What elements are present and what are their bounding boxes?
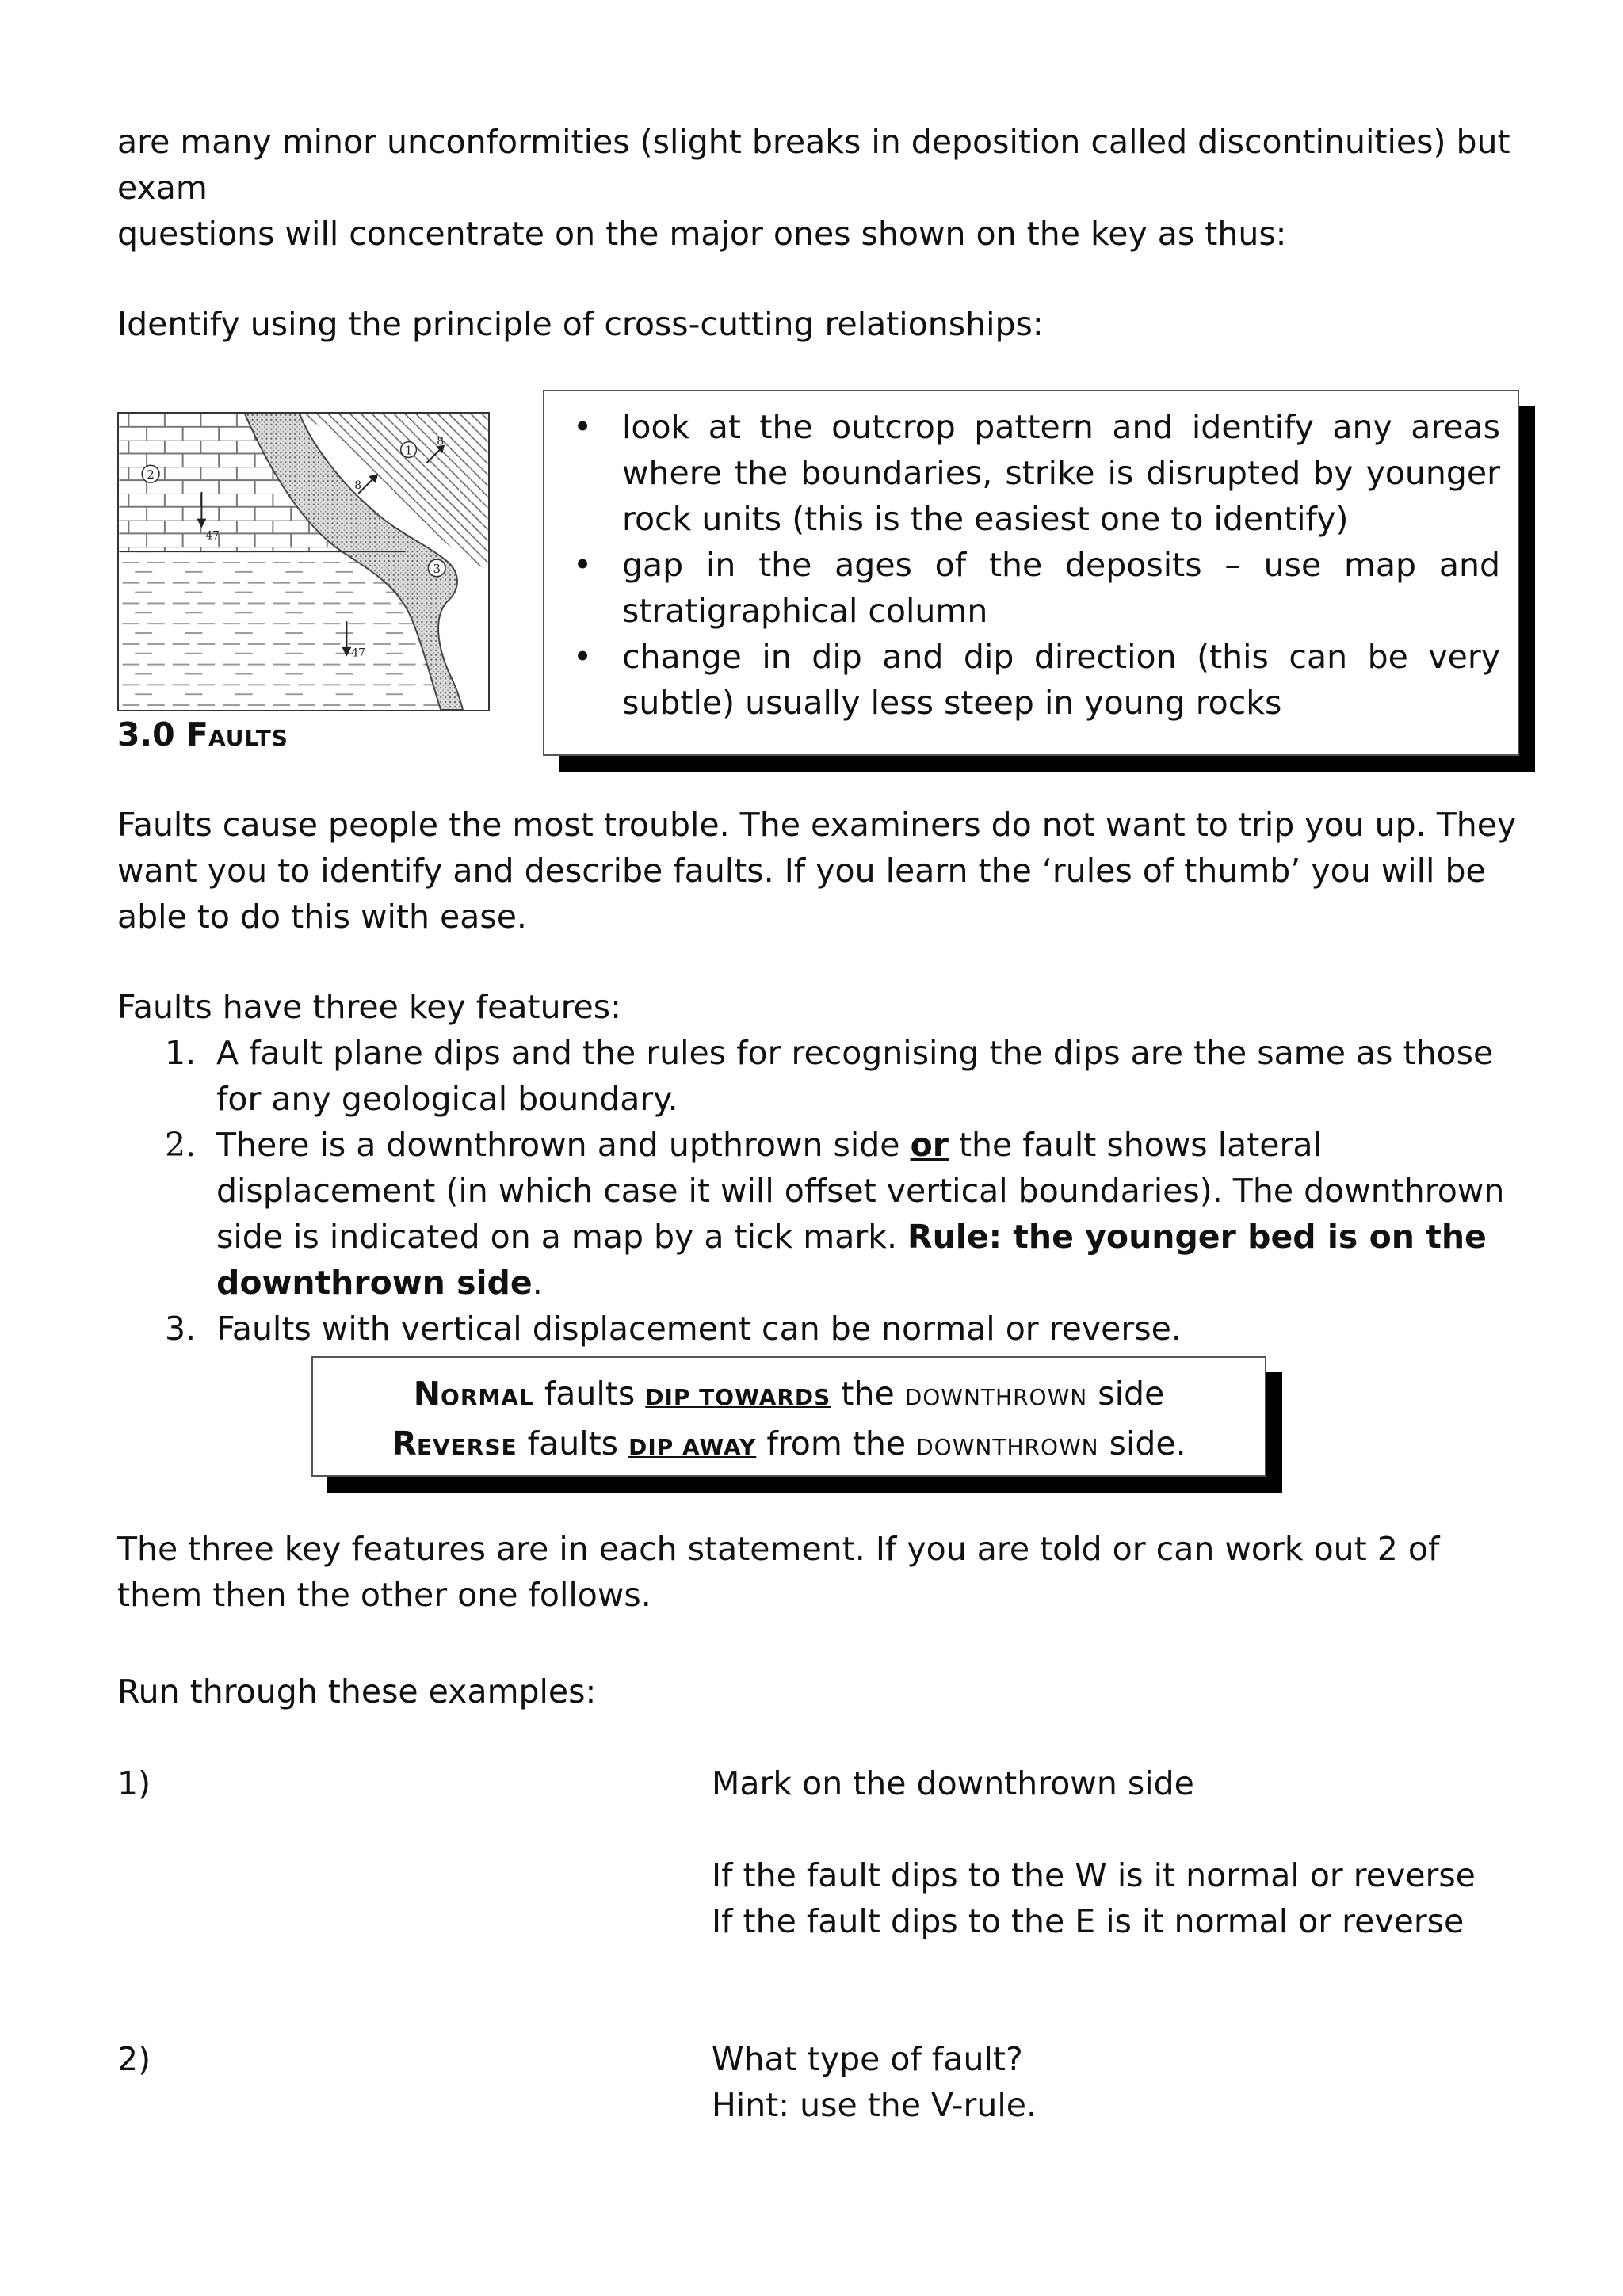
run-through-label: Run through these examples: — [117, 1672, 597, 1711]
bullet-item: • change in dip and dip direction (this can be very subtle) usually less steep in young rocks — [573, 634, 1500, 726]
faults-intro-paragraph: Faults cause people the most trouble. The examiners do not want to trip you up. They want you to identify and describe faults. If you learn the ‘rules of thumb’ you will be able to do this with ease. — [117, 806, 1517, 936]
example-line: If the fault dips to the W is it normal or reverse — [712, 1856, 1476, 1894]
rule-line-normal — [313, 1371, 1265, 1421]
feature-text-part: . — [532, 1264, 543, 1302]
svg-text:47: 47 — [205, 529, 220, 543]
section-heading — [117, 711, 288, 761]
rule-text: side. — [1098, 1425, 1186, 1463]
section-title — [186, 715, 288, 753]
feature-text-part: the fault shows lateral displacement (in which case it will offset vertical boundaries). The downthrown side is indicated on a map by a tick mark. — [216, 1126, 1505, 1256]
feature-text: A fault plane dips and the rules for recognising the dips are the same as those for any geological boundary. — [216, 1034, 1494, 1118]
geological-map-figure — [117, 412, 490, 711]
rule-text: faults — [517, 1425, 629, 1463]
rule-underlined: DIP AWAY — [628, 1434, 757, 1460]
rule-word-initial: N — [413, 1375, 441, 1413]
feature-item — [117, 1030, 1520, 1122]
bullet-item: • look at the outcrop pattern and identify any areas where the boundaries, strike is disrupted by younger rock units (this is the easiest one to identify) — [573, 404, 1500, 542]
unit-label-2 — [142, 465, 159, 482]
rule-line-reverse — [313, 1421, 1265, 1470]
unit-label-3 — [428, 559, 445, 577]
intro-line: questions will concentrate on the major ones shown on the key as thus: — [117, 215, 1287, 253]
feature-number: 2. — [165, 1126, 197, 1164]
three-key-paragraph: The three key features are in each statement. If you are told or can work out 2 of them then the other one follows. — [117, 1530, 1440, 1614]
example-line: Mark on the downthrown side — [712, 1764, 1194, 1802]
example-2-instructions — [712, 2036, 1037, 2128]
features-list — [117, 1030, 1520, 1352]
identify-heading: Identify using the principle of cross-cutting relationships: — [117, 305, 1044, 343]
svg-text:47: 47 — [351, 646, 365, 660]
feature-number: 1. — [165, 1034, 197, 1072]
features-title: Faults have three key features: — [117, 988, 621, 1026]
feature-number: 3. — [165, 1310, 197, 1348]
box-frame — [543, 390, 1519, 756]
section-title-rest: AULTS — [208, 725, 288, 751]
rule-text: side — [1087, 1375, 1165, 1413]
example-line: Hint: use the V-rule. — [712, 2086, 1037, 2124]
svg-text:2: 2 — [147, 468, 155, 482]
bullet-item: • gap in the ages of the deposits – use map and stratigraphical column — [573, 542, 1500, 634]
feature-item — [117, 1306, 1520, 1352]
rule-underlined: DIP TOWARDS — [645, 1384, 831, 1410]
rule-word-rest: EVERSE — [416, 1434, 517, 1460]
section-title-initial: F — [185, 715, 208, 753]
rule-smallcaps: DOWNTHROWN — [916, 1434, 1099, 1460]
feature-text-part: There is a downthrown and upthrown side — [216, 1126, 911, 1164]
feature-text — [216, 1126, 1504, 1302]
rule-word-rest: ORMAL — [441, 1384, 534, 1410]
example-1-instructions — [712, 1760, 1476, 1944]
rule-smallcaps: DOWNTHROWN — [904, 1384, 1088, 1410]
section-number: 3.0 — [117, 715, 175, 753]
cross-cutting-tips-box — [543, 390, 1519, 756]
svg-text:3: 3 — [433, 562, 441, 576]
bullet-list — [573, 404, 1500, 726]
example-line: What type of fault? — [712, 2040, 1023, 2078]
feature-rule: Rule: the younger bed is on the downthrown side — [216, 1218, 1487, 1302]
example-line-blank — [712, 1806, 1476, 1852]
unit-label-1 — [401, 442, 417, 458]
intro-line: are many minor unconformities (slight breaks in deposition called discontinuities) but exam — [117, 123, 1510, 207]
rule-word-initial: R — [391, 1425, 417, 1463]
rule-text: the — [831, 1375, 905, 1413]
svg-text:8: 8 — [354, 479, 362, 492]
feature-item — [117, 1122, 1520, 1306]
intro-paragraph — [117, 119, 1520, 257]
feature-text: Faults with vertical displacement can be normal or reverse. — [216, 1310, 1182, 1348]
example-number: 2) — [117, 2040, 151, 2078]
rule-text: from the — [756, 1425, 917, 1463]
svg-text:1: 1 — [404, 444, 413, 458]
feature-emphasis-or: or — [910, 1126, 949, 1164]
example-line: If the fault dips to the E is it normal or reverse — [712, 1902, 1465, 1940]
rule-text: faults — [533, 1375, 646, 1413]
box-frame — [311, 1356, 1266, 1477]
example-number: 1) — [117, 1764, 151, 1802]
svg-text:8: 8 — [437, 435, 445, 448]
fault-rule-box — [311, 1356, 1266, 1477]
